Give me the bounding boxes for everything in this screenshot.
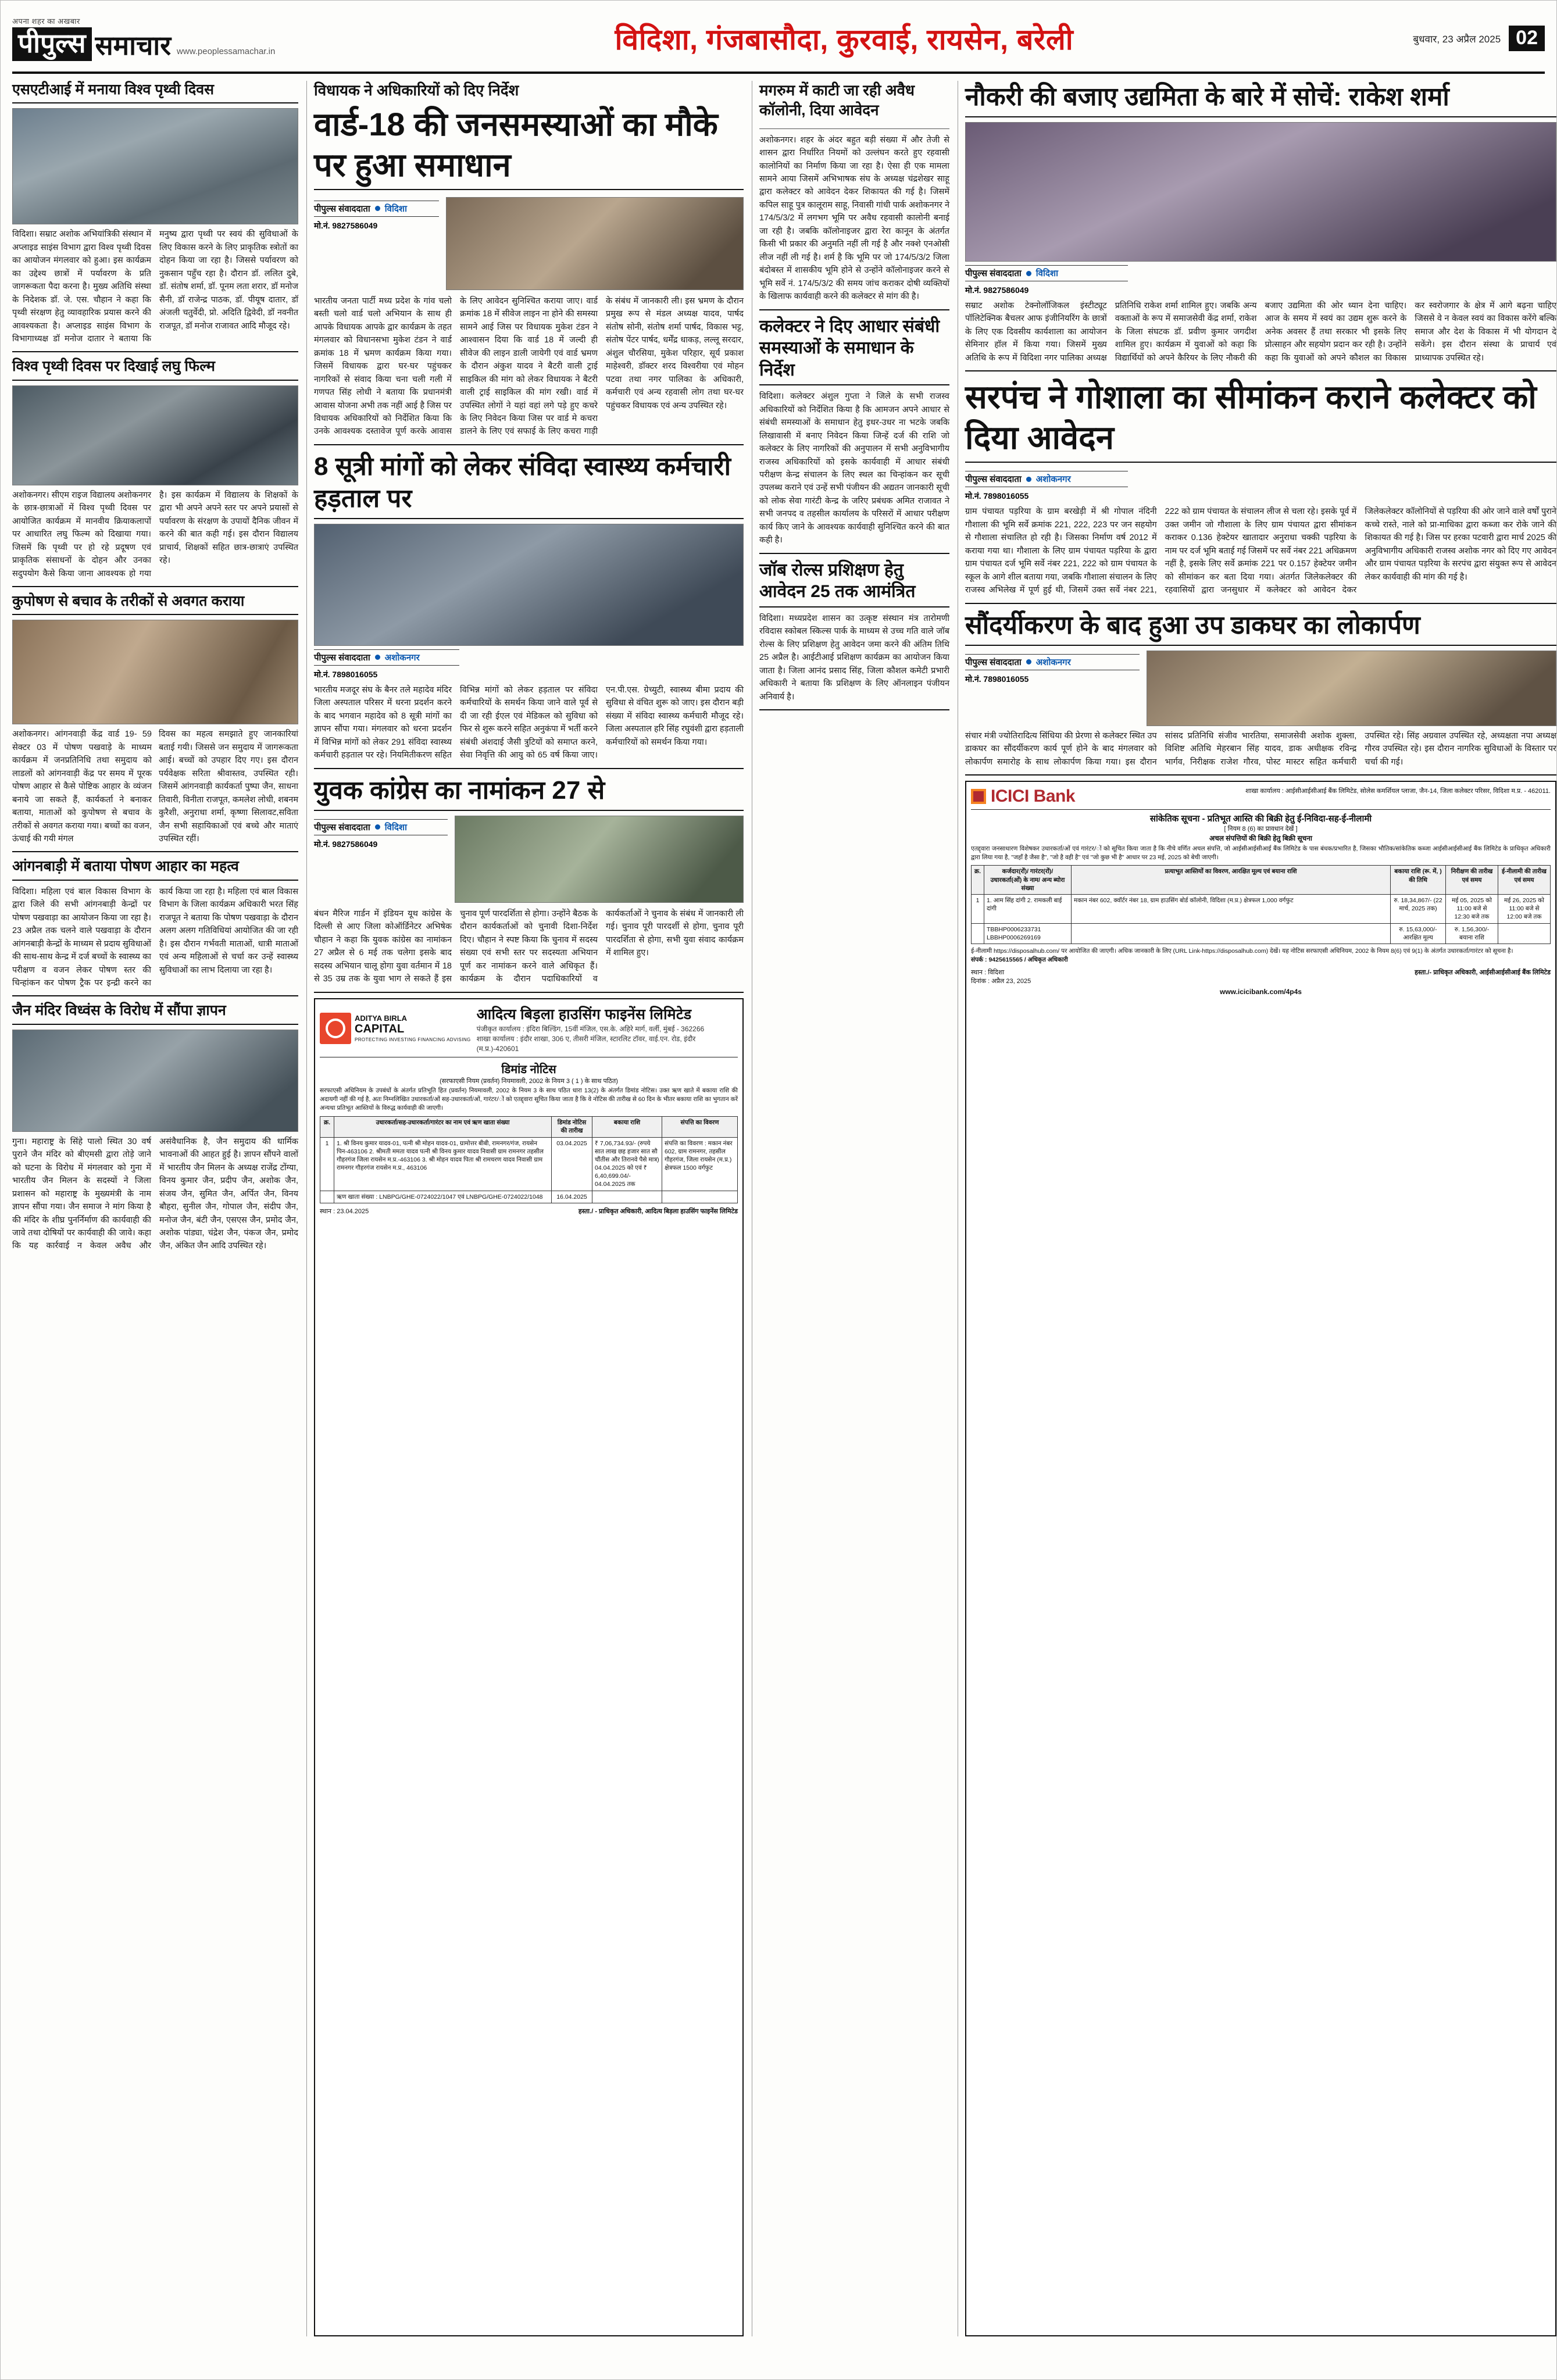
ad-notice-table [320, 1116, 738, 1203]
article-headline-postoffice[interactable]: सौंदर्यीकरण के बाद हुआ उप डाकघर का लोकार्पण [965, 609, 1556, 646]
article-body-aadhaar: विदिशा। कलेक्टर अंशुल गुप्ता ने जिले के सभी राजस्व अधिकारियों को निर्देशित किया है कि आमजन अपने आधार से संबंधी समस्याओं के समाधान हेतु इधर-उधर ना भटके जबकि लिखावासी में बनाए निवेदन किया जिन्हें दर्ज की राशि जो कलेक्टर के लिए नागरिकों की अनुपालन में सभी अनुविभागीय राजस्व अधिकारियों को इसके कार्यवाही में आधार संबंधी परीक्षण केन्द्र संचालन के लिए स्थल का चिन्हांकन कर सूची उपलब्ध कराने एवं उन्हें सभी पंजीयन की अद्यतन जानकारी सूची को लोक सेवा गारंटी केन्द्र के जरिए प्रबंधक अमित राजावत ने सभी जनपद व तहसील कार्यालय के परिसरों में आधार परीक्षण कार्य किए जाने के आवश्यक कार्यवाही सुनिश्चित करने की बात कही है। [759, 392, 949, 545]
bullet-icon [1026, 659, 1031, 664]
table-header: बकाया राशि [592, 1117, 662, 1137]
article-kicker-ward18: विधायक ने अधिकारियों को दिए निर्देश [314, 81, 519, 99]
logo-samachar: समाचार [95, 30, 172, 60]
ad-place-date: स्थान : 23.04.2025 [320, 1207, 369, 1215]
ad-auction-table [971, 865, 1551, 944]
ad-place: स्थान : विदिशा [971, 969, 1005, 977]
masthead [12, 11, 1545, 74]
photo-post-office-inauguration [1147, 651, 1556, 726]
article-body-jainmandir: गुना। महाराष्ट्र के सिंहे पालो स्थित 30 वर्ष पुराने जैन मंदिर को बीएमसी द्वारा तोड़े जाने को घटना के विरोध में मंगलवार को गुना में भारतीय जैन मिलन के सदस्यों ने जिला प्रशासन को महाराष्ट्र के मुख्यमंत्री के नाम ज्ञापन सौंपा गया। जैन समाज ने मांग किया है की मंदिर के शीघ्र पुनर्निर्माण की कार्यवाही की जावे तथा दोषियों पर कार्यवाही की जावे। कहा कि यह कार्रवाई न केवल अवैध और असंवैधानिक है, जैन समुदाय की धार्मिक भावनाओं की आहत हुई है। ज्ञापन सौंपने वालों में भारतीय जैन मिलन के अध्यक्ष राजेंद्र टोंग्या, विनय कुमार जैन, प्रदीप जैन, अशोक जैन, संजय जैन, सुमित जैन, अर्पित जैन, विनय बौहरा, सुनील जैन, गोपाल जैन, संदीप जैन, मनोज जैन, बंटी जैन, एसएस जैन, प्रमोद जैन, अशोक पांड्या, चंद्रेश जैन, पंकज जैन, प्रमोद जैन, अंकित जैन आदि उपस्थित रहे। [12, 1137, 298, 1251]
article-body-poshanahaar: विदिशा। महिला एवं बाल विकास विभाग के द्वारा जिले की सभी आंगनबाड़ी केन्द्रों पर पोषण पखवाड़ा का आयोजन किया जा रहा है। 23 अप्रैल तक चलने वाले पखवाड़ा के दौरान आंगनबाड़ी केन्द्रों के माध्यम से प्रदाय सुविधाओं की साथ-साथ केन्द्र में दर्ज बच्चों के स्वास्थ्य का परीक्षण व वजन लेकर पोषण स्तर की चिन्हांकन कर पोषण ट्रैक पर इन्द्री करने का कार्य किया जा रहा है। महिला एवं बाल विकास विभाग के जिला कार्यक्रम अधिकारी भरत सिंह राजपूत ने बताया कि पोषण पखवाड़ा के दौरान अलग अलग गतिविधियां आयोजित की जा रही है। इस दौरान गर्भवती माताओं, धात्री माताओं एवं अन्य महिलाओं से चर्चा कर उन्हें स्वास्थ्य सुविधाओं का लाभ दिलाया जा रहा है। [12, 887, 298, 988]
ad-brand-small: ADITYA BIRLA [355, 1014, 408, 1023]
table-header: क्र. [320, 1117, 334, 1137]
byline-mobile: मो.नं. 7898016055 [965, 674, 1029, 684]
table-row [972, 894, 1551, 923]
edition-line: विदिशा, गंजबासौदा, कुरवाई, रायसेन, बरेली [615, 23, 1074, 56]
ad-brand-main: CAPITAL [355, 1023, 405, 1036]
article-body-kuposhan-right: दिवस का महत्व समझाते हुए जानकारियां बताई गयी। जिससे जन समुदाय में जागरूकता आई। बच्चों को उपहार दिए गए। इस दौरान पर्यवेक्षक सरिता श्रीवास्तव, उपस्थित रही। जिसमें आंगनवाड़ी कार्यकर्ता पुष्पा जैन, साधना तिवारी, विनीता राजपूत, कमलेश लोधी, शबनम कुरैशी, अनुराधा शर्मा, कृष्णा सिलावट,सविता जैन सभी सहायिकाओं एवं बच्चे और माताएं उपस्थित रहीं। [159, 730, 298, 844]
byline-place: विदिशा [384, 203, 407, 214]
divider [314, 992, 744, 993]
byline-mobile: मो.नं. 9827586049 [965, 285, 1029, 295]
article-body-shortfilm: अशोकनगर। सीएम राइज विद्यालय अशोकनगर के छात्र-छात्राओं में विश्व पृथ्वी दिवस पर आयोजित कार्यक्रम में मानवीय क्रियाकलापों पर आधारित लघु फिल्म को दिखाया गया। जिसमें कि पृथ्वी पर हो रहे प्रदूषण एवं प्राकृतिक संसाधनों के दोहन और उनका सदुपयोग कैसे किया जाना आवश्यक हो गया है। इस कार्यक्रम में विद्यालय के शिक्षकों के द्वारा भी अपने अपने स्तर पर अपने प्रयासों से पर्यावरण के संरक्षण के उपायों दैनिक जीवन में करने की बात कही गई। इस दौरान विद्यालय प्राचार्य, शिक्षकों सहित छात्र-छात्राएं उपस्थित रहे। [12, 490, 298, 578]
byline-place: अशोकनगर [1035, 474, 1071, 485]
byline-entrepreneurship [965, 265, 1128, 281]
byline-goshala [965, 471, 1128, 487]
ad-subtitle: [ नियम 8 (6) का प्रावधान देखें ] [1224, 826, 1298, 833]
column-1 [12, 81, 298, 2336]
cell-property: संपत्ति का विवरण : मकान नंबर 602, ग्राम रामनगर, तहसील गौहरगंज, जिला रायसेन (म.प्र.) क्षेत्रफल 1500 वर्गफुट [662, 1137, 738, 1191]
byline-author: पीपुल्स संवाददाता [314, 822, 370, 832]
cell-notice-date: 03.04.2025 [552, 1137, 592, 1191]
ad-footer [971, 968, 1551, 985]
sun-icon [320, 1013, 351, 1044]
ad-subtitle-2: अचल संपत्तियों की बिक्री हेतु बिक्री सूचना [1209, 834, 1312, 843]
divider [12, 995, 298, 996]
divider [314, 444, 744, 445]
cell-auction-datetime: मई 26, 2025 को 11:00 बजे से 12:00 बजे तक [1498, 894, 1551, 923]
photo-ward18-visit [446, 197, 744, 290]
cell-borrower-names: 1. श्री विनय कुमार यादव-01, पत्नी श्री मोहन यादव-01, ग्रामोत्तर बीबी, रामनगर/गंज, रायसेन पिन-463106 2. श्रीमती ममता यादव पत्नी श्री विनय कुमार यादव निवासी ग्राम रामनगर तहसील गौहरगंज जिला रायसेन म.प्र.-463106 3. श्री मोहन यादव पिता श्री रामचरण यादव निवासी ग्राम रामनगर गौहरगंज रायसेन म.प्र., 463106 [334, 1137, 552, 1191]
article-body-ward18: भारतीय जनता पार्टी मध्य प्रदेश के गांव चलो बस्ती चलो वार्ड चलो अभियान के साथ ही आपके विधायक आपके द्वार कार्यक्रम के तहत मंगलवार को विधानसभा मुकेश टंडन ने वार्ड क्रमांक 18 में भ्रमण कार्यक्रम किया गया। जिसमें विधायक द्वारा घर-घर पहुंचकर नागरिकों से संवाद किया चना चली गली में गणपत सिंह लोधी ने बताया कि प्रधानमंत्री आवास योजना अभी तक नहीं आई है जिस पर विधायक अधिकारियों को निर्देशित किया कि उनके आवश्यक दस्तावेज पूर्ण करके आवास के लिए आवेदन सुनिश्चित कराया जाए। वार्ड क्रमांक 18 में सीवेज लाइन ना होने की समस्या सामने आई जिस पर विधायक मुकेश टंडन ने आश्वासन दिया कि वार्ड 18 में जल्दी ही सीवेज की लाइन डाली जायेगी एवं वार्ड भ्रमण के दौरान अंकुश यादव ने बैटरी वाली ट्राई साइकिल की मांग को लेकर विधायक ने बैटरी वाली ट्राई साइकिल की मांग रखी। वार्ड में उपस्थित लोगों ने यहां वहां लगे पड़े हुए कचरे के लिए निवेदन किया जिस पर वार्ड मे कचरा डालने के लिए एवं सफाई के लिए कचरा गाड़ी के संबंध में जानकारी ली। इस भ्रमण के दौरान प्रमुख रूप से मंडल अध्यक्ष यादव, पार्षद संतोष सोनी, संतोष शर्मा पार्षद, विकास भट्ट, संतोष पेंटर पार्षद, धर्मेंद्र धाकड़, लल्लू सरदार, अंशुल चौरसिया, मुकेश परिहार, सूर्य प्रकाश माहेश्वरी, डॉक्टर शरद विश्वरीया एवं मोहन पटवा तथा नगर पालिका के अधिकारी, कर्मचारी एवं अन्य रहवासी लोग तथा घर-घर पहुंचकर विधायक एवं अन्य उपस्थित रहे। [314, 296, 744, 437]
ad-notice-body: एतद्द्वारा जनसाधारण विशेषकर उधारकर्ता/ओं एवं गारंटर/ों को सूचित किया जाता है कि नीचे वर्णित अचल संपत्ति, जो आईसीआईसीआई बैंक लिमिटेड के पास बंधक/प्रभारित है, जिसका भौतिक/सांकेतिक कब्जा आईसीआईसीआई बैंक लिमिटेड के प्राधिकृत अधिकारी द्वारा लिया गया है, "जहाँ है जैसा है", "जो है वही है" एवं "जो कुछ भी है" आधार पर 23 मई, 2025 को बेची जाएगी। [971, 845, 1551, 862]
byline-author: पीपुल्स संवाददाता [965, 657, 1022, 667]
article-headline-ward18[interactable]: वार्ड-18 की जनसमस्याओं का मौके पर हुआ समाधान [314, 104, 744, 190]
cell-sno: 1 [320, 1137, 334, 1191]
article-body-goshala: ग्राम पंचायत पड़रिया के ग्राम बरखेड़ी में श्री गोपाल नंदिनी गौशाला की भूमि सर्वे क्रमांक 221, 222, 223 पर जन सहयोग से गौशाला संचालित हो रही है। जिसका निर्माण वर्ष 2012 में कराया गया था। गौशाला के लिए ग्राम पंचायत पड़रिया के द्वारा ग्राम पंचायत दर्ज भूमि सर्वे नंबर 221, 222 को ग्राम पंचायत के स्कूल के आगे शील बताया गया, जबकि गौशाला संचालन के लिए राजस्व अभिलेख में पूर्ण हुई थी, जिसमें उक्त सर्वे नंबर 221, 222 को ग्राम पंचायत के संचालन लीज से चला रहे। इसके पूर्व में उक्त जमीन जो गौशाला के लिए ग्राम पंचायत द्वारा सीमांकन कराकर 0.136 हेक्टेयर खातादार अनुराधा चक्की पड़रिया के नाम पर दर्ज भूमि बताई गई जिसमें पर सर्वे नंबर 221 अधिक्रमण नहीं है, इसके लिए सर्वे क्रमांक 221 पर 0.157 हेक्टेयर जमीन को सीमांकन कर बता दिया गया। अंतर्गत जिलेकलेक्टर की रहवासियों द्वारा जनसुधार में कलेक्टर को आवेदन देकर जिलेकलेक्टर कॉलोनियों से पड़रिया की ओर जाने वाले वर्षों पुराने कच्चे रास्ते, नाले को प्रा-माधिका द्वारा कब्जा कर रोके जाने की शिकायत की गई है। जिस पर हरका पटवारी द्वारा मार्च 2025 की अनुविभागीय अधिकारी राजस्व अशोक नगर को दिए गए आवेदन और ग्राम पंचायत पड़रिया के सरपंच द्वारा संयुक्त रूप से आवेदन लेकर कार्यवाही की मांग की गई है। [965, 507, 1556, 595]
ad-branch-office: शाखा कार्यालय : इंदौर शाखा, 306 ए, तीसरी मंजिल, स्टारलिट टॉवर, वाई.एन. रोड, इंदौर (म.प्र.)-420601 [476, 1034, 696, 1053]
bullet-icon [1026, 271, 1031, 276]
article-headline-entrepreneurship[interactable]: नौकरी की बजाए उद्यमिता के बारे में सोचें: राकेश शर्मा [965, 81, 1556, 117]
cell-outstanding: ₹ 7,06,734.93/- (रुपये सात लाख छह हजार सात सौ चौंतीस और तिरानवे पैसे मात्र) 04.04.2025 को एवं ₹ 6,40,699.04/- 04.04.2025 तक [592, 1137, 662, 1191]
publication-date: बुधवार, 23 अप्रैल 2025 [1413, 33, 1501, 45]
article-kicker-illegalcolony: मगरुम में काटी जा रही अवैध कॉलोनी, दिया आवेदन [759, 81, 915, 119]
table-header: बकाया राशि (रू. में, ) की तिथि [1391, 866, 1446, 895]
byline-place: अशोकनगर [384, 652, 420, 663]
column-2 [306, 81, 744, 2336]
masthead-right [1413, 26, 1545, 51]
website-url[interactable]: www.peoplessamachar.in [177, 47, 276, 56]
table-header: प्रत्याभूत आस्तियों का विवरण, आरक्षित मूल्य एवं बयाना राशि [1072, 866, 1391, 895]
page-number: 02 [1509, 26, 1545, 51]
table-header: डिमांड नोटिस की तारीख [552, 1117, 592, 1137]
ad-tagline: PROTECTING INVESTING FINANCING ADVISING [355, 1037, 471, 1043]
bullet-icon [375, 206, 380, 211]
table-header: ई-नीलामी की तारीख एवं समय [1498, 866, 1551, 895]
article-headline-strike[interactable]: 8 सूत्री मांगों को लेकर संविदा स्वास्थ्य कर्मचारी हड़ताल पर [314, 451, 744, 519]
article-headline-aadhaar[interactable]: कलेक्टर ने दिए आधार संबंधी समस्याओं के समाधान के निर्देश [759, 316, 949, 386]
table-row [972, 923, 1551, 944]
table-row [320, 1191, 738, 1203]
article-headline-satiearthday[interactable]: एसएटीआई में मनाया विश्व पृथ्वी दिवस [12, 81, 298, 103]
photo-jain-memorandum [12, 1030, 298, 1132]
cell-borrower-name: 1. आम सिंह दांगी 2. रामकली बाई दांगी [984, 894, 1072, 923]
divider [965, 774, 1556, 776]
ad-notice-title: डिमांड नोटिस [501, 1063, 556, 1076]
byline-postoffice [965, 654, 1140, 670]
article-headline-goshala[interactable]: सरपंच ने गोशाला का सीमांकन कराने कलेक्टर को दिया आवेदन [965, 377, 1556, 463]
ad-title: सांकेतिक सूचना - प्रतिभूत आस्ति की बिक्री हेतु ई-निविदा-सह-ई-नीलामी [1149, 814, 1372, 824]
divider [314, 768, 744, 769]
column-3 [752, 81, 949, 2336]
byline-mobile: मो.नं. 7898016055 [965, 491, 1029, 501]
photo-anganwadi-nutrition [12, 620, 298, 724]
column-4 [958, 81, 1556, 2336]
byline-author: पीपुल्स संवाददाता [314, 652, 370, 663]
article-body-youthcongress: बंधन मैरिज गार्डन में इंडियन यूथ कांग्रेस के दिल्ली से आए जिला कोऑर्डिनेटर अभिषेक चौहान ने कहा कि युवक कांग्रेस का नामांकन 27 अप्रैल से 6 मई तक चलेगा इसके बाद सदस्य अभियान चालू होगा युवा वर्तमान में 18 से 35 उम्र तक के युवा भाग ले सकते हैं इस चुनाव पूर्ण पारदर्शिता से होगा। उन्होंने बैठक के दौरान कार्यकर्ताओं को चुनावी दिशा-निर्देश दिए। चौहान ने स्पष्ट किया कि चुनाव में सदस्य संख्या एवं सभी स्तर पर सदस्यता अभियान पूर्ण कर नामांकन करने वाले अधिकृत हैं। कार्यक्रम के दौरान पदाधिकारियों व कार्यकर्ताओं ने चुनाव के संबंध में जानकारी ली गई। चुनाव पूरी पारदर्शी से होगा, चुनाव पूरी पारदर्शिता से होगा, सभी युवा संवाद कार्यक्रम में शामिल हुए। [314, 909, 744, 984]
aditya-birla-logo [320, 1013, 471, 1044]
byline-place: विदिशा [384, 822, 407, 832]
byline-author: पीपुल्स संवाददाता [314, 203, 370, 214]
article-body-satiearthday: विदिशा। सम्राट अशोक अभियांत्रिकी संस्थान में अप्लाइड साइंस विभाग द्वारा विश्व पृथ्वी दिवस का आयोजन मंगलवार को हुआ। इस कार्यक्रम का उद्देश्य छात्रों में पर्यावरण के प्रति जागरूकता पैदा करना है। मुख्य अतिथि संस्था के निदेशक डॉ. जे. एस. चौहान ने कहा कि पृथ्वी संरक्षण हेतु व्यावहारिक प्रयास करने की आवश्यकता है। अप्लाइड साइंस विभाग के विभागाध्यक्ष डॉ मनोज दातार ने बताया कि मनुष्य द्वारा पृथ्वी पर स्वयं की सुविधाओं के लिए विकास करने के लिए प्राकृतिक स्त्रोतों का दोहन किया जा रहा है। जिससे पर्यावरण को नुकसान पहुँच रहा है। दौरान डॉ. ललित दुबे, डॉ. संतोष शर्मा, डॉ. पूनम लता शरार, डॉ मनोज सैनी, डॉ राजेन्द्र पाठक, डॉ. पीयूष दातार, डॉ अंजली चतुर्वेदी, प्रो. अदिति द्विवेदी, डॉ नवनीत राजपूत, डॉ मनोज राजावत आदि मौजूद रहे। [12, 230, 298, 344]
ad-signature: हस्ता./ - प्राधिकृत अधिकारी, आदित्य बिड़ला हाउसिंग फाइनेंस लिमिटेड [578, 1207, 738, 1215]
article-body-kuposhan-left: अशोकनगर। आंगनवाड़ी केंद्र वार्ड 19- 59 सेक्टर 03 में पोषण पखवाड़े के माध्यम कार्यक्रम में जनप्रतिनिधि तथा समुदाय को लाडलों को आंगनवाड़ी केंद्र पर समय में पूरक पोषण आहार से कैसे पोष्टिक आहार के व्यंजन बनाये जा सकते हैं, कार्यकर्ता ने बनाकर बताया, माताओं को कुपोषण से बचाव के तरीकों से अवगत कराया गया। बच्चों का वजन, ऊंचाई की गयी मंगल [12, 730, 152, 844]
page-grid [12, 81, 1556, 2336]
ad-header [320, 1004, 738, 1057]
article-headline-kuposhan[interactable]: कुपोषण से बचाव के तरीकों से अवगत कराया [12, 592, 298, 615]
logo-people: पीपुल्स [12, 27, 92, 61]
logo-tagline: अपना शहर का अखबार [12, 17, 80, 26]
byline-author: पीपुल्स संवाददाता [965, 474, 1022, 485]
icici-logo [971, 787, 1075, 806]
cell-sno: 1 [972, 894, 984, 923]
photo-sati-earth-day [12, 108, 298, 224]
byline-place: विदिशा [1035, 269, 1058, 278]
newspaper-logo [12, 16, 275, 61]
ad-aditya-birla-housing-finance [314, 998, 744, 2336]
divider [965, 370, 1556, 371]
ad-signature: हस्ता./- प्राधिकृत अधिकारी, आईसीआईसीआई बैंक लिमिटेड [1415, 969, 1551, 977]
icici-wordmark: ICICI Bank [991, 787, 1076, 806]
byline-mobile: मो.नं. 9827586049 [314, 839, 378, 849]
divider [12, 586, 298, 587]
ad-contact: संपर्क : 9425615565 / अधिकृत अधिकारी [971, 956, 1068, 964]
ad-footer [320, 1207, 738, 1216]
article-headline-jainmandir[interactable]: जैन मंदिर विध्वंस के विरोध में सौंपा ज्ञापन [12, 1002, 298, 1024]
article-body-illegalcolony: अशोकनगर। शहर के अंदर बहुत बड़ी संख्या में और तेजी से शासन द्वारा निर्धारित नियमों को उल्लंघन करते हुए रहवासी कालोनियों का निर्माण किया जा रहा है। ऐसा ही एक मामला सामने आया जिसमें अभिभाषक संघ के अध्यक्ष चंद्रशेखर साहू द्वारा कलेक्टर को आवेदन देकर शिकायत की गई है। जिसमें कपिल साहू पुत्र कालूराम साहू, निवासी गांधी पार्क अशोकनगर ने 174/5/3/2 में लगभग भूमि पर अवैध रहवासी कालोनी बनाई जा रही है। जबकि कॉलोनाइजर द्वारा रेरा कानून के अंतर्गत किसी भी प्रकार की अनुमति नहीं ली गई है और नक्शे एनओसी लीज नहीं ली गई है। शर्म है कि भूमि पर जो 174/5/3/2 जिला बंदोबस्त में शासकीय भूमि होने से उन्होंने कॉलोनाइजर करने से भूमि सर्वे नं. 174/5/3/2 की समय जांच कराकर दोषी व्यक्तियों के खिलाफ कार्यवाही करने की कलेक्टर से मांग की है। [759, 135, 949, 302]
article-headline-shortfilm[interactable]: विश्व पृथ्वी दिवस पर दिखाई लघु फिल्म [12, 358, 298, 380]
article-headline-jobroles[interactable]: जॉब रोल्स प्रशिक्षण हेतु आवेदन 25 तक आमंत्रित [759, 559, 949, 607]
article-headline-poshanahaar[interactable]: आंगनबाड़ी में बताया पोषण आहार का महत्व [12, 857, 298, 880]
byline-ward18 [314, 201, 439, 217]
ad-company-name: आदित्य बिड़ला हाउसिंग फाइनेंस लिमिटेड [476, 1006, 692, 1023]
bullet-icon [375, 824, 380, 830]
photo-health-worker-strike [314, 524, 744, 646]
ad-date: दिनांक : अप्रैल 23, 2025 [971, 978, 1031, 985]
divider [759, 128, 949, 129]
article-body-entrepreneurship: सम्राट अशोक टेक्नोलॉजिकल इंस्टीट्यूट पॉलिटेक्निक बैचलर आफ इंजीनियरिंग के छात्रों के लिए एक दिवसीय कार्यशाला का आयोजन सेमिनार हॉल में किया गया। जिसमें मुख्य अतिथि के रूप में विदिशा नगर पालिका अध्यक्ष प्रतिनिधि राकेश शर्मा शामिल हुए। जबकि अन्य वक्ताओं के रूप में समाजसेवी केंद्र शर्मा, राकेश के जिला संघटक डॉ. प्रवीण कुमार जगदीश शामिल हुए। कार्यक्रम में युवाओं को कहा कि विद्यार्थियों को अपने कैरियर के लिए नौकरी की बजाए उद्यमिता की ओर ध्यान देना चाहिए। आज के समय में स्वयं का उद्यम शुरू करने के अनेक अवसर हैं तथा सरकार भी इसके लिए प्रोत्साहन और सहयोग प्रदान कर रही है। उन्होंने कहा कि युवाओं को अपने कौशल का विकास कर स्वरोजगार के क्षेत्र में आगे बढ़ना चाहिए जिससे वे न केवल स्वयं का विकास करेंगे बल्कि समाज और देश के विकास में भी योगदान दे सकेंगे। इस दौरान संस्था के प्राचार्य एवं प्राध्यापक उपस्थित रहे। [965, 301, 1556, 363]
table-row [320, 1137, 738, 1191]
ad-icici-bank-auction [965, 781, 1556, 2336]
ad-registered-office: पंजीकृत कार्यालय : इंदिरा बिल्डिंग, 15वीं मंजिल, एस.के. अहिरे मार्ग, वर्ली, मुंबई - 362266 [476, 1024, 705, 1033]
icici-mark-icon [971, 789, 986, 804]
bullet-icon [1026, 477, 1031, 482]
article-body-jobroles: विदिशा। मध्यप्रदेश शासन का उत्कृष्ट संस्थान मंत्र तारोमणी रविदास स्कोबल स्किल्स पार्क के माध्यम से उच्च गति वाले जॉब रोल्स के लिए प्रशिक्षण हेतु आवेदन जमा करने की अंतिम तिथि 25 अप्रैल है। आईटीआई प्रशिक्षण कार्यक्रम का आयोजन किया जाता है। जिला आनंद प्रसाद सिंह, जिला कौशल कमेटी प्रभारी अधिकारी ने बताया कि प्रशिक्षण के लिए ऑनलाइन पंजीयन अनिवार्य है। [759, 613, 949, 702]
article-body-strike: भारतीय मजदूर संघ के बैनर तले महादेव मंदिर जिला अस्पताल परिसर में धरना प्रदर्शन करने के बाद भगवान महादेव को 8 सूत्री मांगों का ज्ञापन सौंपा गया। मंगलवार को धरना प्रदर्शन में विभिन्न मांगों को लेकर 291 संविदा स्वास्थ्य कर्मचारी हड़ताल पर रहे। नियमितीकरण सहित विभिन्न मांगों को लेकर हड़ताल पर संविदा कर्मचारियों के समर्थन किया जाने वाले पूर्व से दी जा रही ईएल एवं मेडिकल को सुविधा को फिर से शुरू करने सहित अनुकंपा में भर्ती करने संबंधी अंशदाई जैसी त्रुटियों को समाप्त करने, सेवा निवृत्ति की आयु को 65 वर्ष किया जाए। एन.पी.एस. ग्रेच्युटी, स्वास्थ्य बीमा प्रदाय की सुविधा से वंचित शुरू को जाए। इस दौरान बड़ी संख्या में संविदा स्वास्थ्य कर्मचारी मौजूद रहे। जिला अस्पताल हरि सिंह रघुवंशी द्वारा हड़ताली कर्मचारियों को समर्थन किया गया। [314, 685, 744, 760]
byline-mobile: मो.नं. 7898016055 [314, 669, 378, 679]
divider [965, 603, 1556, 604]
table-header: कर्जदार(रों)/ गारंटर(रों)/ उधारकर्ता(ओं) के नाम/ अन्य ब्योरा संख्या [984, 866, 1072, 895]
divider [12, 851, 298, 852]
cell-loan-account: ऋण खाता संख्या : LNBPG/GHE-0724022/1047 एवं LNBPG/GHE-0724022/1048 [334, 1191, 552, 1203]
cell-property: मकान नंबर 602, क्वॉर्टर नंबर 18, ग्राम हाउसिंग बोर्ड कॉलोनी, विदिशा (म.प्र.) क्षेत्रफल 1,000 वर्गफुट [1072, 894, 1391, 923]
byline-strike [314, 649, 459, 666]
bullet-icon [375, 655, 380, 660]
byline-youthcongress [314, 819, 448, 835]
cell-notice-date-2: 16.04.2025 [552, 1191, 592, 1203]
photo-youth-congress-meeting [455, 816, 744, 903]
article-headline-youthcongress[interactable]: युवक कांग्रेस का नामांकन 27 से [314, 774, 744, 811]
ad-link-note: ई-नीलामी https://disposalhub.com/ पर आयोजित की जाएगी। अधिक जानकारी के लिए (URL Link-https://disposalhub.com) देखें। यह नोटिस सरफाएसी अधिनियम, 2002 के नियम 8(6) एवं 9(1) के अंतर्गत उधारकर्ता/गारंटर को सूचना है। [971, 947, 1513, 955]
article-body-postoffice: संचार मंत्री ज्योतिरादित्य सिंधिया की प्रेरणा से कलेक्टर स्थित उप डाकघर का सौंदर्यीकरण कार्य पूर्ण होने के बाद मंगलवार को लोकार्पण समारोह के साथ लोकार्पण किया गया। इस दौरान सांसद प्रतिनिधि संजीव भारतिया, समाजसेवी अशोक शुक्ला, विशिष्ट अतिथि मेहरबान सिंह यादव, डाक अधीक्षक रविन्द्र भार्गव, निरीक्षक राजेश गौरव, पोस्ट मास्टर सहित कर्मचारी उपस्थित रहे। सिंह अग्रवाल उपस्थित रहे, अध्यक्षता नपा अध्यक्ष गौरव उपस्थित रहे। इस दौरान नागरिक सुविधाओं के विस्तार पर चर्चा की गई। [965, 731, 1556, 767]
table-header: निरीक्षण की तारीख एवं समय [1446, 866, 1498, 895]
cell-outstanding: रु. 18,34,867/- (22 मार्च, 2025 तक) [1391, 894, 1446, 923]
divider [12, 351, 298, 352]
byline-mobile: मो.नं. 9827586049 [314, 220, 378, 230]
ad-notice-subtitle: (सरफाएसी नियम (प्रवर्तन) नियमावली, 2002 के नियम 3 ( 1 ) के साथ पठित) [440, 1077, 618, 1085]
cell-inspection: मई 05, 2025 को 11:00 बजे से 12:30 बजे तक [1446, 894, 1498, 923]
ad-website[interactable]: www.icicibank.com/4p4s [1220, 988, 1302, 996]
table-header: संपत्ति का विवरण [662, 1117, 738, 1137]
byline-author: पीपुल्स संवाददाता [965, 269, 1022, 278]
divider [759, 309, 949, 310]
ad-notice-body: सरफाएसी अधिनियम के उपबंधों के अंतर्गत प्रतिभूति हित (प्रवर्तन) नियमावली, 2002 के नियम 3 के साथ पठित धारा 13(2) के अंतर्गत डिमांड नोटिस। उक्त ऋण खाते में बकाया राशि की अदायगी नहीं की गई है, अतः निम्नलिखित उधारकर्ता/ओं सह-उधारकर्ता/ओं, गारंटर/ों को एतद्द्वारा सूचित किया जाता है कि वे नोटिस की तारीख से 60 दिन के भीतर बकाया राशि का भुगतान करें अन्यथा प्रतिभूत आस्तियों के विरुद्ध कार्यवाही की जाएगी। [320, 1087, 738, 1112]
icici-branch-office: शाखा कार्यालय : आईसीआईसीआई बैंक लिमिटेड, सोलेस कमर्शियल प्लाजा, जैन-14, जिला कलेक्टर परिसर, विदिशा म.प्र. - 462011. [1245, 788, 1551, 795]
cell-emd: रु. 1,56,300/- बयाना राशि [1446, 923, 1498, 944]
photo-short-film [12, 385, 298, 485]
photo-sati-workshop [965, 122, 1556, 262]
divider [759, 709, 949, 710]
table-header: उधारकर्ता/सह-उधारकर्ता/गारंटर का नाम एवं ऋण खाता संख्या [334, 1117, 552, 1137]
cell-reserve-price: रु. 15,63,000/- आरक्षित मूल्य [1391, 923, 1446, 944]
byline-place: अशोकनगर [1035, 657, 1071, 667]
table-header: क्र. [972, 866, 984, 895]
divider [759, 553, 949, 554]
cell-loan-account: TBBHP0006233731 LBBHP0006269169 [984, 923, 1072, 944]
